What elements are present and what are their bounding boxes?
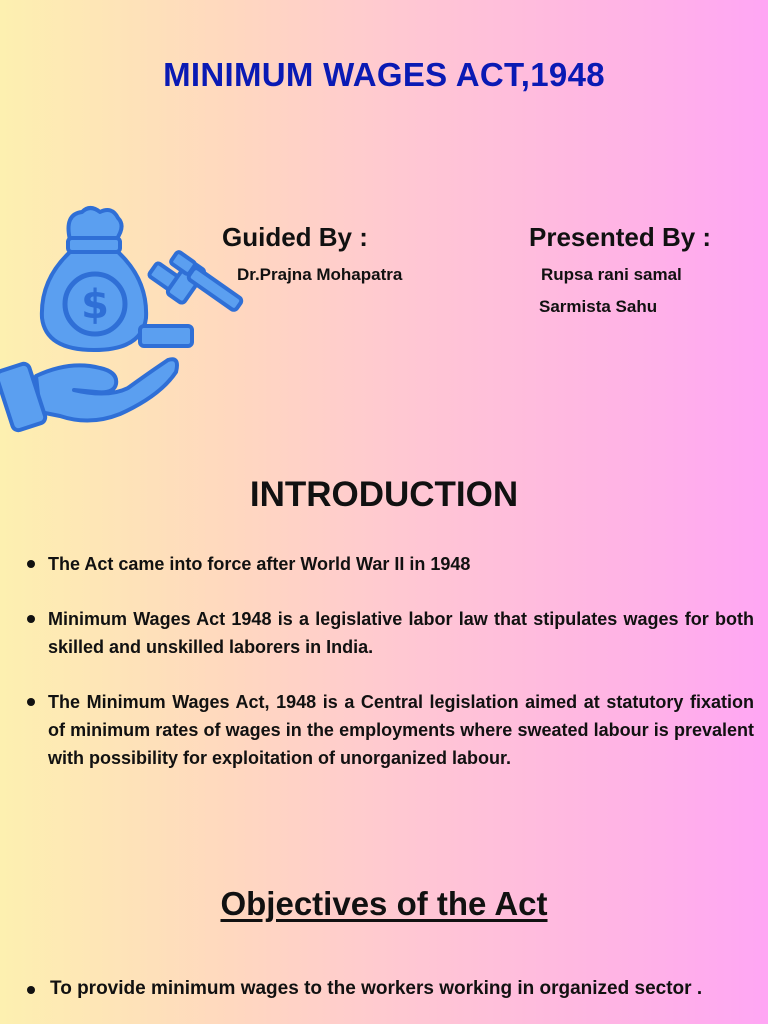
list-item <box>22 688 754 772</box>
list-item-text: Minimum Wages Act 1948 is a legislative labor law that stipulates wages for both skilled and unskilled laborers in India. <box>48 609 754 657</box>
presenter-name: Sarmista Sahu <box>539 297 658 316</box>
list-item-text: The Act came into force after World War II in 1948 <box>48 554 471 574</box>
list-item <box>22 550 754 578</box>
objectives-heading: Objectives of the Act <box>220 885 548 922</box>
document-title: MINIMUM WAGES ACT,1948 <box>163 56 605 93</box>
guided-by-heading: Guided By : <box>222 222 368 252</box>
guide-name: Dr.Prajna Mohapatra <box>237 265 403 284</box>
list-item-text: To provide minimum wages to the workers working in organized sector . <box>50 978 703 999</box>
list-item-text: The Minimum Wages Act, 1948 is a Central legislation aimed at statutory fixation of minimum rates of wages in the employments where sweated labour is prevalent with possibility for exploitation of unorganized labour. <box>48 692 754 768</box>
bullet-icon <box>27 698 35 706</box>
list-item <box>22 605 754 661</box>
introduction-heading: INTRODUCTION <box>249 475 519 514</box>
money-bag-hand-gavel-icon <box>0 200 250 435</box>
bullet-icon <box>27 615 35 623</box>
bullet-icon <box>27 986 35 994</box>
list-item <box>22 975 742 1003</box>
bullet-icon <box>27 560 35 568</box>
presented-by-heading: Presented By : <box>529 222 712 252</box>
introduction-list <box>22 550 754 799</box>
objectives-list <box>22 975 742 1003</box>
svg-text:$: $ <box>81 282 109 328</box>
presenter-name: Rupsa rani samal <box>541 265 682 284</box>
